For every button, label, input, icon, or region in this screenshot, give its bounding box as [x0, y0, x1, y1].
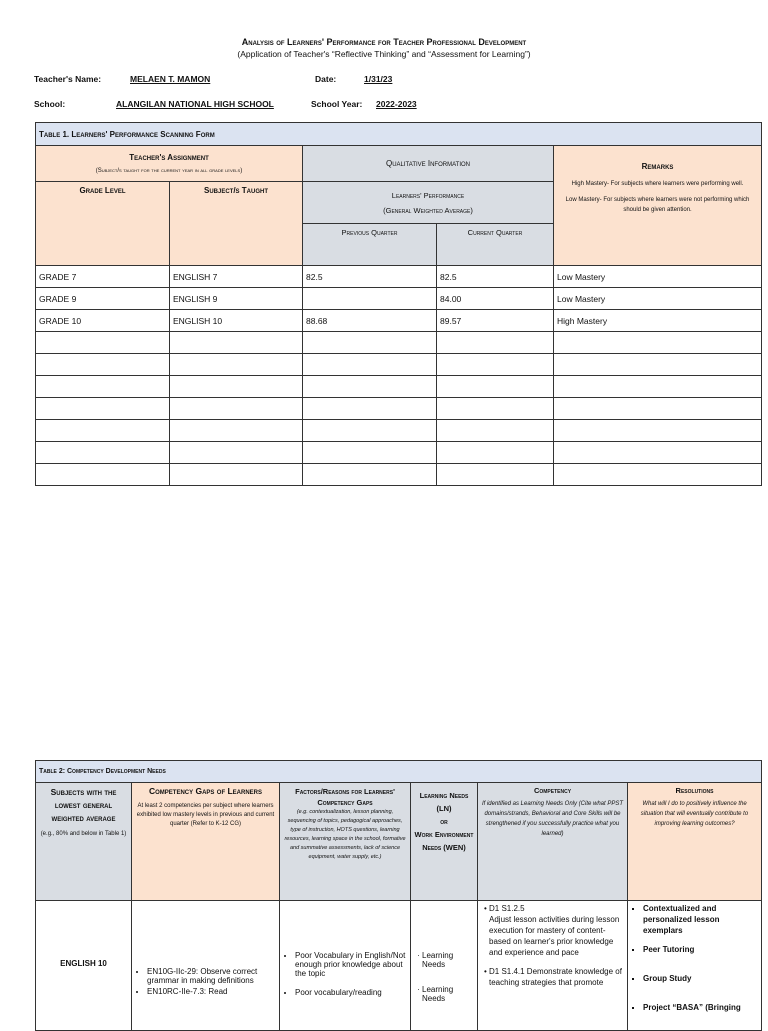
school-year-label: School Year: [311, 99, 363, 109]
subject-taught-header: Subject/s Taught [170, 182, 303, 266]
table-row [36, 310, 762, 332]
learners-performance-header: Learners' Performance (General Weighted Average) [303, 182, 554, 224]
competency-gaps-cell [132, 901, 280, 1031]
subject-cell: ENGLISH 9 [170, 288, 303, 310]
teacher-name-value: MELAEN T. MAMON [130, 74, 211, 84]
resolutions-cell [628, 901, 762, 1031]
remarks-high-note: High Mastery- For subjects where learners were performing well. [571, 181, 744, 187]
empty-row [36, 420, 762, 442]
grade-level-header: Grade Level [36, 182, 170, 266]
list-item: • EN10RC-IIe-7.3: Read [147, 987, 276, 996]
grade-cell: GRADE 7 [36, 266, 170, 288]
empty-row [36, 332, 762, 354]
empty-row [36, 354, 762, 376]
current-quarter-cell: 89.57 [437, 310, 554, 332]
subject-cell: ENGLISH 10 [36, 901, 132, 1031]
competency-development-table [35, 760, 762, 1031]
remarks-header-cell: Remarks High Mastery- For subjects where learners were performing well. Low Mastery- For subjects where learners were not performing which should be given attention. [554, 146, 762, 266]
document-title: Analysis of Learners' Performance for Teacher Professional Development [241, 37, 527, 47]
current-quarter-cell: 82.5 [437, 266, 554, 288]
table-row [36, 266, 762, 288]
table-row [36, 288, 762, 310]
remark-cell: Low Mastery [554, 266, 762, 288]
grade-cell: GRADE 10 [36, 310, 170, 332]
factors-reasons-header: Factors/Reasons for Learners' Competency Gaps (e.g. contextualization, lesson planning, sequencing of topics, pedagogical approaches, type of instruction, HOTS questions, learning resources, learning space in the school, formative and summative assessments, lack of science equipment, water supply, etc.) [280, 783, 411, 901]
table1-title: Table 1. Learners' Performance Scanning Form [36, 123, 762, 146]
previous-quarter-cell: 82.5 [303, 266, 437, 288]
resolutions-header: Resolutions What will I do to positively influence the situation that will eventually contribute to improving learning outcomes? [628, 783, 762, 901]
previous-quarter-header: Previous Quarter [303, 224, 437, 266]
previous-quarter-cell: 88.68 [303, 310, 437, 332]
competency-gaps-header: Competency Gaps of Learners At least 2 competencies per subject where learners exhibited low mastery levels in previous and current quarter (Refer to K-12 CG) [132, 783, 280, 901]
list-item: • D1 S1.2.5 Adjust lesson activities during lesson execution for mastery of content-based on learner's prior knowledge and experience and pace [489, 903, 624, 958]
table-row [36, 901, 762, 1031]
teacher-name-label: Teacher's Name: [34, 74, 102, 84]
list-item: ▪ Peer Tutoring [643, 944, 758, 955]
previous-quarter-cell [303, 288, 437, 310]
lowest-gwa-header: Subjects with the lowest general weighted average (e.g., 80% and below in Table 1) [36, 783, 132, 901]
performance-scanning-table [35, 122, 762, 486]
needs-cell [411, 901, 478, 1031]
list-item: ▪ Group Study [643, 973, 758, 984]
current-quarter-cell: 84.00 [437, 288, 554, 310]
factors-cell [280, 901, 411, 1031]
empty-row [36, 442, 762, 464]
school-year-value: 2022-2023 [376, 99, 417, 109]
list-item: • D1 S1.4.1 Demonstrate knowledge of teaching strategies that promote [489, 966, 624, 988]
list-item: ▪ Contextualized and personalized lesson exemplars [643, 903, 758, 936]
empty-row [36, 398, 762, 420]
document-subtitle: (Application of Teacher's “Reflective Thinking” and “Assessment for Learning”) [237, 49, 531, 59]
subject-cell: ENGLISH 7 [170, 266, 303, 288]
qualitative-info-header: Qualitative Information [303, 146, 554, 182]
list-item: • EN10G-IIc-29: Observe correct grammar in making definitions [147, 967, 276, 985]
date-value: 1/31/23 [364, 74, 393, 84]
subject-cell: ENGLISH 10 [170, 310, 303, 332]
remark-cell: High Mastery [554, 310, 762, 332]
competency-header: Competency If identified as Learning Needs Only (Cite what PPST domains/strands, Behavioral and Core Skills will be strengthened if you successfully practice what you learned) [478, 783, 628, 901]
grade-cell: GRADE 9 [36, 288, 170, 310]
empty-row [36, 376, 762, 398]
school-label: School: [34, 99, 66, 109]
list-item: · Learning Needs [422, 985, 474, 1003]
remark-cell: Low Mastery [554, 288, 762, 310]
teacher-assignment-header: Teacher's Assignment (Subject/s taught for the current year in all grade levels) [36, 146, 303, 182]
current-quarter-header: Current Quarter [437, 224, 554, 266]
table2-title: Table 2: Competency Development Needs [36, 761, 762, 783]
date-label: Date: [315, 74, 337, 84]
empty-row [36, 464, 762, 486]
school-value: ALANGILAN NATIONAL HIGH SCHOOL [116, 99, 274, 109]
list-item: · Learning Needs [422, 951, 474, 969]
list-item: • Poor Vocabulary in English/Not enough prior knowledge about the topic [295, 951, 407, 978]
remarks-low-note: Low Mastery- For subjects where learners were not performing which should be given attention. [565, 197, 750, 213]
learning-needs-header: Learning Needs (LN) or Work Environment Needs (WEN) [411, 783, 478, 901]
list-item: • Poor vocabulary/reading [295, 988, 407, 997]
competency-cell [478, 901, 628, 1031]
list-item: ▪ Project “BASA” (Bringing [643, 1002, 758, 1013]
